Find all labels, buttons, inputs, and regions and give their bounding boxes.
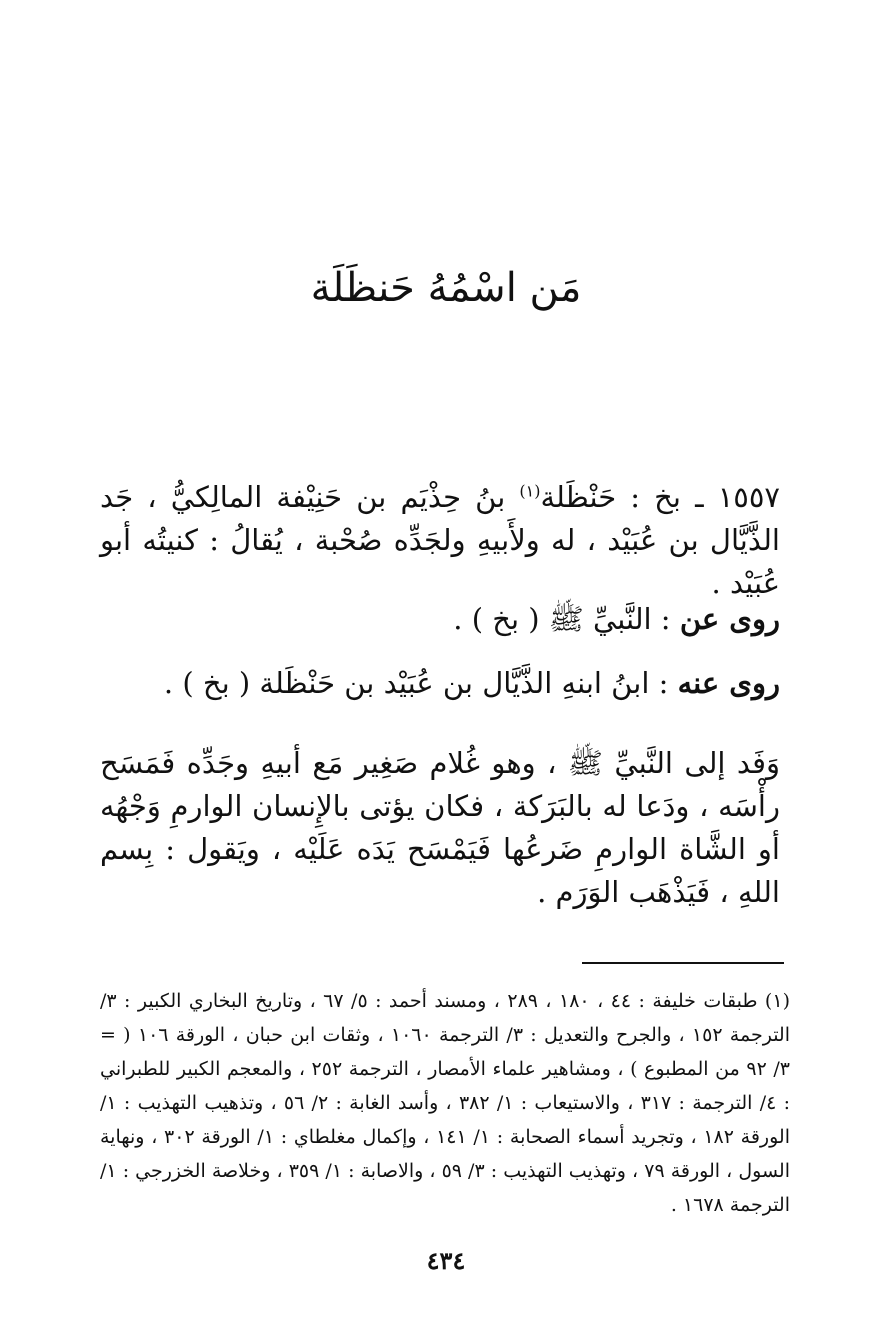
- entry-body-text: بنُ حِذْيَم بن حَنِيْفة المالِكيُّ ، جَد الذَّيَّال بن عُبَيْد ، له ولأَبيهِ ولجَدِّه صُحْبة ، يُقالُ : كنيتُه أبو عُبَيْد .: [100, 480, 780, 600]
- footnote-reference: (١): [519, 481, 541, 501]
- footnote: (١) طبقات خليفة : ٤٤ ، ١٨٠ ، ٢٨٩ ، ومسند أحمد : ٥/ ٦٧ ، وتاريخ البخاري الكبير : ٣/ الترجمة ١٥٢ ، والجرح والتعديل : ٣/ الترجمة ١٠٦٠ ، وثقات ابن حبان ، الورقة ١٠٦ ( = ٣/ ٩٢ من المطبوع ) ، ومشاهير علماء الأمصار ، الترجمة ٢٥٢ ، والمعجم الكبير للطبراني : ٤/ الترجمة : ٣١٧ ، والاستيعاب : ١/ ٣٨٢ ، وأسد الغابة : ٢/ ٥٦ ، وتذهيب التهذيب : ١/ الورقة ١٨٢ ، وتجريد أسماء الصحابة : ١/ ١٤١ ، وإكمال مغلطاي : ١/ الورقة ٣٠٢ ، ونهاية السول ، الورقة ٧٩ ، وتهذيب التهذيب : ٣/ ٥٩ ، والاصابة : ١/ ٣٥٩ ، وخلاصة الخزرجي : ١/ الترجمة ١٦٧٨ .: [100, 990, 791, 1216]
- narrated-from-line: [100, 598, 780, 641]
- narrated-by-line: [100, 662, 780, 705]
- narrated-by-label: روى عنه: [677, 666, 780, 700]
- entry-heading-text: ١٥٥٧ ـ بخ : حَنْظَلة: [540, 480, 781, 514]
- section-title: مَن اسْمُهُ حَنظَلَة: [310, 265, 582, 311]
- page-number: ٤٣٤: [426, 1246, 466, 1275]
- footnote-divider: [582, 962, 784, 964]
- entry-paragraph: [100, 476, 780, 605]
- story-paragraph: وَفَد إلى النَّبيِّ ﷺ ، وهو غُلام صَغِير مَع أبيهِ وجَدِّه فَمَسَح رأْسَه ، ودَعا له بالبَرَكة ، فكان يؤتى بالإِنسان الوارمِ وَجْهُه أو الشَّاة الوارمِ ضَرعُها فَيَمْسَح يَدَه عَلَيْه ، ويَقول : بِسم اللهِ ، فَيَذْهَب الوَرَم .: [100, 746, 780, 909]
- narrated-from-text: : النَّبيِّ ﷺ ( بخ ) .: [453, 602, 680, 636]
- narrated-from-label: روى عن: [679, 602, 780, 636]
- narrated-by-text: : ابنُ ابنهِ الذَّيَّال بن عُبَيْد بن حَنْظَلة ( بخ ) .: [163, 666, 678, 700]
